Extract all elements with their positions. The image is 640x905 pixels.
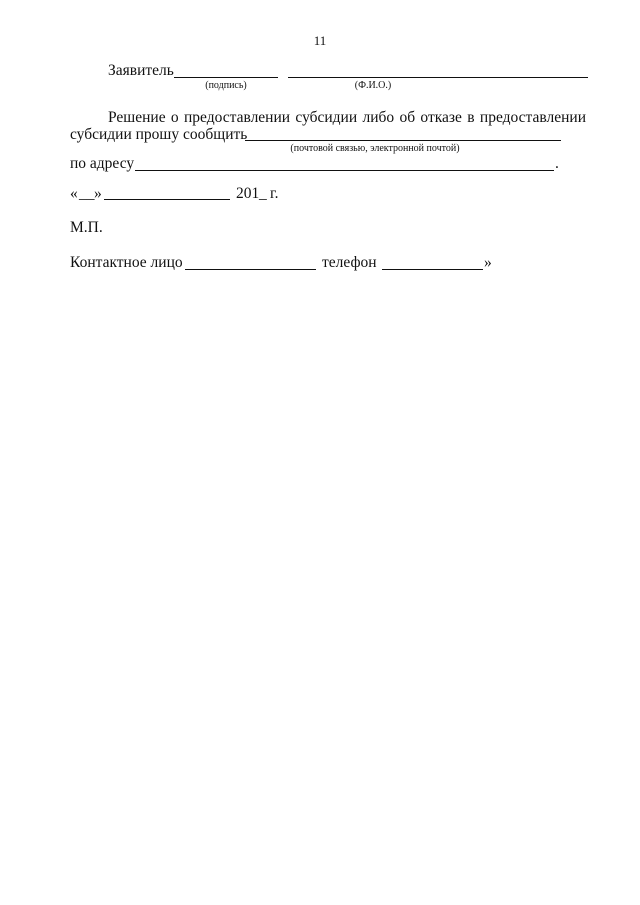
notification-method-caption: (почтовой связью, электронной почтой): [290, 143, 460, 154]
notification-method-blank[interactable]: [245, 140, 561, 141]
decision-line-2: субсидии прошу сообщить: [70, 126, 248, 143]
signature-blank[interactable]: [174, 77, 278, 78]
page-number: 11: [313, 33, 327, 48]
address-blank[interactable]: [135, 170, 554, 171]
phone-label: телефон: [322, 254, 377, 271]
stamp-label: М.П.: [70, 219, 103, 236]
phone-blank[interactable]: [382, 269, 483, 270]
contact-person-blank[interactable]: [185, 269, 316, 270]
date-close-quote: »: [94, 185, 102, 202]
applicant-label: Заявитель: [108, 62, 174, 79]
date-open-quote: «: [70, 185, 78, 202]
date-year-suffix: г.: [270, 185, 279, 202]
contact-close-quote: »: [484, 254, 492, 271]
signature-caption: (подпись): [205, 80, 247, 91]
full-name-blank[interactable]: [288, 77, 588, 78]
address-label: по адресу: [70, 155, 135, 172]
full-name-caption: (Ф.И.О.): [354, 80, 392, 91]
date-day-blank[interactable]: __: [79, 185, 95, 202]
date-month-blank[interactable]: [104, 199, 230, 200]
decision-line-1: Решение о предоставлении субсидии либо об отказе в предоставлении: [108, 109, 586, 126]
date-year-prefix: 201: [236, 185, 260, 202]
address-end-period: .: [555, 155, 559, 172]
contact-person-label: Контактное лицо: [70, 254, 183, 271]
date-year-blank[interactable]: _: [259, 185, 267, 202]
